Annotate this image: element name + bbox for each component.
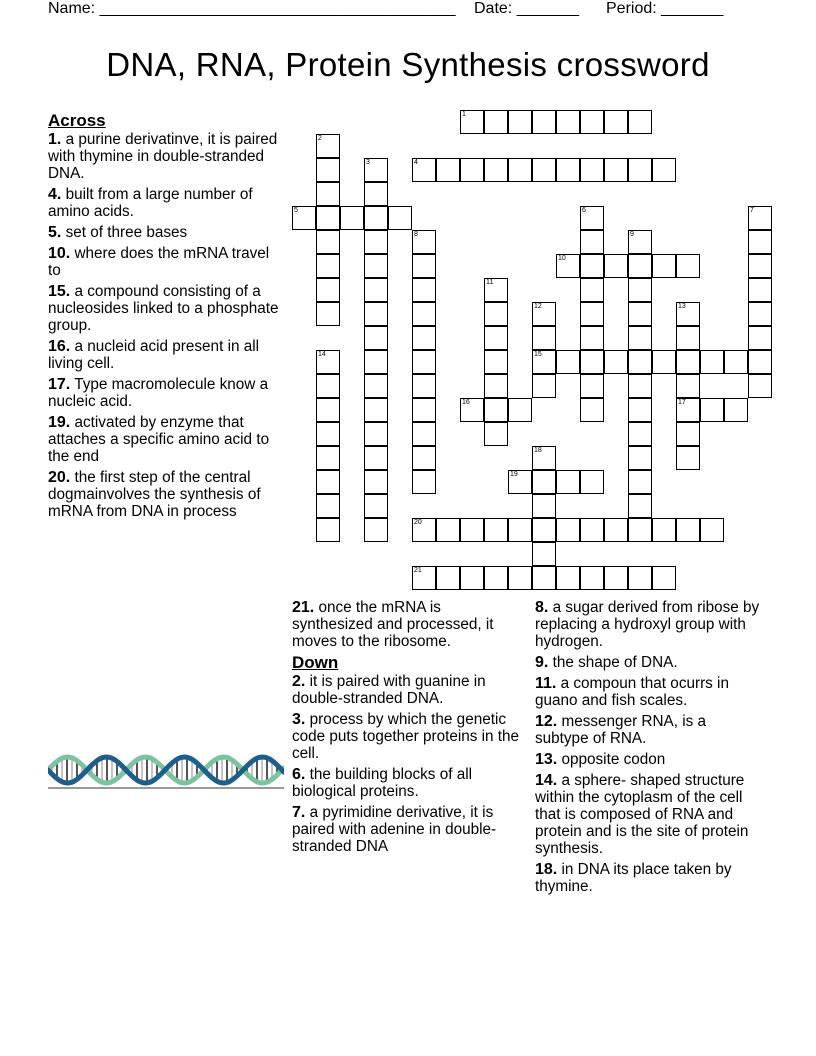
cell-number: 2 <box>318 135 322 142</box>
crossword-cell[interactable] <box>700 398 724 422</box>
clue-across-17: 17. Type macromolecule know a nucleic acid. <box>48 376 269 410</box>
crossword-cell[interactable] <box>508 158 532 182</box>
crossword-cell[interactable] <box>484 374 508 398</box>
crossword-cell[interactable] <box>580 518 604 542</box>
crossword-cell[interactable] <box>436 566 460 590</box>
clue-down-9: 9. the shape of DNA. <box>535 654 678 671</box>
crossword-cell[interactable] <box>628 254 652 278</box>
cell-number: 6 <box>582 207 586 214</box>
clue-across-16: 16. a nucleid acid present in all living cell. <box>48 338 260 372</box>
clue-down-7: 7. a pyrimidine derivative, it is paired with adenine in double-stranded DNA <box>292 804 497 855</box>
crossword-cell[interactable] <box>316 182 340 206</box>
crossword-cell[interactable] <box>652 350 676 374</box>
crossword-cell[interactable] <box>652 566 676 590</box>
crossword-cell[interactable] <box>316 446 340 470</box>
crossword-cell[interactable] <box>556 566 580 590</box>
crossword-cell[interactable] <box>556 158 580 182</box>
crossword-cell[interactable] <box>628 302 652 326</box>
dna-double-helix-icon <box>48 752 284 792</box>
crossword-cell[interactable] <box>316 470 340 494</box>
cell-number: 15 <box>534 351 542 358</box>
crossword-cell[interactable] <box>580 302 604 326</box>
crossword-cell[interactable] <box>436 518 460 542</box>
crossword-cell[interactable] <box>748 230 772 254</box>
crossword-cell[interactable] <box>676 374 700 398</box>
cell-number: 20 <box>414 519 422 526</box>
crossword-cell[interactable] <box>508 110 532 134</box>
crossword-cell[interactable] <box>580 110 604 134</box>
crossword-cell[interactable] <box>364 158 388 182</box>
crossword-cell[interactable] <box>364 182 388 206</box>
crossword-cell[interactable] <box>460 566 484 590</box>
crossword-cell[interactable] <box>532 302 556 326</box>
crossword-cell[interactable] <box>724 350 748 374</box>
crossword-cell[interactable] <box>652 254 676 278</box>
crossword-cell[interactable] <box>460 398 484 422</box>
period-field[interactable]: Period: _______ <box>606 0 724 17</box>
crossword-cell[interactable] <box>580 566 604 590</box>
name-field[interactable]: Name: ________________________________________ <box>48 0 456 17</box>
clue-down-11: 11. a compoun that ocurrs in guano and fish scales. <box>535 675 729 709</box>
clue-down-14: 14. a sphere- shaped structure within the cytoplasm of the cell that is composed of RNA and protein and is the site of protein synthesis. <box>535 772 749 857</box>
crossword-cell[interactable] <box>628 158 652 182</box>
clue-down-3: 3. process by which the genetic code puts together proteins in the cell. <box>292 711 520 762</box>
crossword-cell[interactable] <box>484 278 508 302</box>
crossword-cell[interactable] <box>388 206 412 230</box>
crossword-cell[interactable] <box>292 206 316 230</box>
crossword-cell[interactable] <box>484 422 508 446</box>
crossword-cell[interactable] <box>364 206 388 230</box>
crossword-cell[interactable] <box>508 518 532 542</box>
crossword-cell[interactable] <box>532 350 556 374</box>
clue-across-4: 4. built from a large number of amino acids. <box>48 186 253 220</box>
down-heading: Down <box>292 653 339 672</box>
crossword-cell[interactable] <box>556 518 580 542</box>
cell-number: 3 <box>366 159 370 166</box>
crossword-cell[interactable] <box>316 206 340 230</box>
crossword-cell[interactable] <box>748 374 772 398</box>
crossword-cell[interactable] <box>412 446 436 470</box>
crossword-cell[interactable] <box>604 254 628 278</box>
crossword-cell[interactable] <box>676 422 700 446</box>
cell-number: 4 <box>414 159 418 166</box>
cell-number: 16 <box>462 399 470 406</box>
cell-number: 17 <box>678 399 686 406</box>
clue-across-15: 15. a compound consisting of a nucleosides linked to a phosphate group. <box>48 283 279 334</box>
crossword-cell[interactable] <box>676 302 700 326</box>
crossword-cell[interactable] <box>508 470 532 494</box>
crossword-cell[interactable] <box>604 110 628 134</box>
cell-number: 12 <box>534 303 542 310</box>
crossword-cell[interactable] <box>412 230 436 254</box>
cell-number: 10 <box>558 255 566 262</box>
right-clues <box>535 599 760 899</box>
crossword-cell[interactable] <box>364 350 388 374</box>
crossword-cell[interactable] <box>580 278 604 302</box>
crossword-cell[interactable] <box>484 302 508 326</box>
cell-number: 21 <box>414 567 422 574</box>
page-title: DNA, RNA, Protein Synthesis crossword <box>106 46 710 83</box>
crossword-cell[interactable] <box>556 350 580 374</box>
crossword-cell[interactable] <box>532 542 556 566</box>
clue-down-8: 8. a sugar derived from ribose by replacing a hydroxyl group with hydrogen. <box>535 599 760 650</box>
date-field[interactable]: Date: _______ <box>474 0 579 17</box>
crossword-cell[interactable] <box>724 398 748 422</box>
clue-down-13: 13. opposite codon <box>535 751 666 768</box>
crossword-cell[interactable] <box>484 110 508 134</box>
crossword-cell[interactable] <box>748 350 772 374</box>
crossword-cell[interactable] <box>748 326 772 350</box>
crossword-cell[interactable] <box>676 326 700 350</box>
crossword-cell[interactable] <box>364 230 388 254</box>
crossword-cell[interactable] <box>316 494 340 518</box>
crossword-cell[interactable] <box>412 302 436 326</box>
crossword-cell[interactable] <box>316 158 340 182</box>
crossword-cell[interactable] <box>748 254 772 278</box>
crossword-cell[interactable] <box>316 254 340 278</box>
crossword-cell[interactable] <box>628 374 652 398</box>
cell-number: 7 <box>750 207 754 214</box>
crossword-cell[interactable] <box>580 230 604 254</box>
crossword-cell[interactable] <box>412 350 436 374</box>
crossword-cell[interactable] <box>532 374 556 398</box>
cell-number: 19 <box>510 471 518 478</box>
crossword-cell[interactable] <box>628 446 652 470</box>
crossword-cell[interactable] <box>676 398 700 422</box>
crossword-cell[interactable] <box>532 518 556 542</box>
crossword-cell[interactable] <box>364 422 388 446</box>
crossword-cell[interactable] <box>316 422 340 446</box>
crossword-cell[interactable] <box>628 326 652 350</box>
cell-number: 18 <box>534 447 542 454</box>
clue-across-1: 1. a purine derivatinve, it is paired with thymine in double-stranded DNA. <box>48 131 278 182</box>
crossword-cell[interactable] <box>364 326 388 350</box>
crossword-cell[interactable] <box>364 446 388 470</box>
across-heading: Across <box>48 111 106 130</box>
crossword-cell[interactable] <box>628 110 652 134</box>
crossword-cell[interactable] <box>580 398 604 422</box>
crossword-cell[interactable] <box>340 206 364 230</box>
crossword-cell[interactable] <box>676 518 700 542</box>
cell-number: 14 <box>318 351 326 358</box>
crossword-cell[interactable] <box>604 350 628 374</box>
crossword-cell[interactable] <box>532 470 556 494</box>
across-clues <box>48 112 280 524</box>
cell-number: 13 <box>678 303 686 310</box>
crossword-cell[interactable] <box>460 518 484 542</box>
crossword-cell[interactable] <box>580 254 604 278</box>
crossword-cell[interactable] <box>412 158 436 182</box>
crossword-cell[interactable] <box>484 398 508 422</box>
crossword-cell[interactable] <box>700 518 724 542</box>
crossword-cell[interactable] <box>364 302 388 326</box>
crossword-cell[interactable] <box>604 158 628 182</box>
crossword-cell[interactable] <box>628 350 652 374</box>
crossword-cell[interactable] <box>364 398 388 422</box>
crossword-cell[interactable] <box>412 326 436 350</box>
crossword-cell[interactable] <box>532 158 556 182</box>
crossword-cell[interactable] <box>532 566 556 590</box>
crossword-cell[interactable] <box>316 398 340 422</box>
crossword-cell[interactable] <box>580 374 604 398</box>
cell-number: 11 <box>486 279 494 286</box>
crossword-cell[interactable] <box>676 350 700 374</box>
crossword-cell[interactable] <box>484 326 508 350</box>
crossword-cell[interactable] <box>412 566 436 590</box>
crossword-cell[interactable] <box>484 566 508 590</box>
crossword-cell[interactable] <box>316 350 340 374</box>
crossword-cell[interactable] <box>316 134 340 158</box>
crossword-cell[interactable] <box>628 566 652 590</box>
crossword-cell[interactable] <box>628 422 652 446</box>
crossword-cell[interactable] <box>364 278 388 302</box>
crossword-cell[interactable] <box>316 278 340 302</box>
crossword-cell[interactable] <box>676 446 700 470</box>
cell-number: 5 <box>294 207 298 214</box>
crossword-cell[interactable] <box>628 278 652 302</box>
crossword-cell[interactable] <box>532 446 556 470</box>
clue-across-19: 19. activated by enzyme that attaches a specific amino acid to the end <box>48 414 270 465</box>
crossword-cell[interactable] <box>628 230 652 254</box>
crossword-cell[interactable] <box>412 278 436 302</box>
crossword-cell[interactable] <box>676 254 700 278</box>
crossword-cell[interactable] <box>652 158 676 182</box>
crossword-cell[interactable] <box>580 206 604 230</box>
crossword-cell[interactable] <box>412 374 436 398</box>
clue-across-5: 5. set of three bases <box>48 224 188 241</box>
crossword-cell[interactable] <box>628 470 652 494</box>
crossword-cell[interactable] <box>364 374 388 398</box>
crossword-cell[interactable] <box>604 518 628 542</box>
crossword-cell[interactable] <box>484 518 508 542</box>
crossword-cell[interactable] <box>628 518 652 542</box>
clue-across-21: 21. once the mRNA is synthesized and processed, it moves to the ribosome. <box>292 599 494 650</box>
crossword-cell[interactable] <box>412 254 436 278</box>
crossword-cell[interactable] <box>580 350 604 374</box>
clue-across-10: 10. where does the mRNA travel to <box>48 245 270 279</box>
crossword-cell[interactable] <box>700 350 724 374</box>
crossword-cell[interactable] <box>628 494 652 518</box>
crossword-cell[interactable] <box>316 230 340 254</box>
crossword-cell[interactable] <box>364 494 388 518</box>
crossword-cell[interactable] <box>484 158 508 182</box>
crossword-cell[interactable] <box>748 278 772 302</box>
crossword-cell[interactable] <box>364 470 388 494</box>
crossword-cell[interactable] <box>748 302 772 326</box>
cell-number: 8 <box>414 231 418 238</box>
clue-down-18: 18. in DNA its place taken by thymine. <box>535 861 732 895</box>
cell-number: 9 <box>630 231 634 238</box>
cell-number: 1 <box>462 111 466 118</box>
crossword-cell[interactable] <box>532 326 556 350</box>
crossword-cell[interactable] <box>460 110 484 134</box>
crossword-cell[interactable] <box>412 422 436 446</box>
crossword-cell[interactable] <box>556 470 580 494</box>
crossword-cell[interactable] <box>508 566 532 590</box>
crossword-cell[interactable] <box>412 398 436 422</box>
crossword-cell[interactable] <box>628 398 652 422</box>
crossword-cell[interactable] <box>364 254 388 278</box>
clue-down-2: 2. it is paired with guanine in double-stranded DNA. <box>292 673 486 707</box>
crossword-cell[interactable] <box>364 518 388 542</box>
crossword-cell[interactable] <box>580 158 604 182</box>
clue-down-12: 12. messenger RNA, is a subtype of RNA. <box>535 713 707 747</box>
crossword-cell[interactable] <box>508 398 532 422</box>
crossword-cell[interactable] <box>748 206 772 230</box>
crossword-cell[interactable] <box>532 110 556 134</box>
crossword-cell[interactable] <box>604 566 628 590</box>
crossword-cell[interactable] <box>460 158 484 182</box>
crossword-cell[interactable] <box>532 494 556 518</box>
crossword-cell[interactable] <box>580 326 604 350</box>
clue-down-6: 6. the building blocks of all biological proteins. <box>292 766 473 800</box>
crossword-cell[interactable] <box>484 350 508 374</box>
crossword-cell[interactable] <box>580 470 604 494</box>
crossword-cell[interactable] <box>316 374 340 398</box>
middle-clues <box>292 599 524 859</box>
crossword-cell[interactable] <box>316 518 340 542</box>
crossword-cell[interactable] <box>316 302 340 326</box>
crossword-cell[interactable] <box>556 110 580 134</box>
clue-across-20: 20. the first step of the central dogmainvolves the synthesis of mRNA from DNA in process <box>48 469 261 520</box>
crossword-cell[interactable] <box>412 470 436 494</box>
crossword-cell[interactable] <box>556 254 580 278</box>
crossword-cell[interactable] <box>436 158 460 182</box>
crossword-cell[interactable] <box>412 518 436 542</box>
crossword-cell[interactable] <box>652 518 676 542</box>
